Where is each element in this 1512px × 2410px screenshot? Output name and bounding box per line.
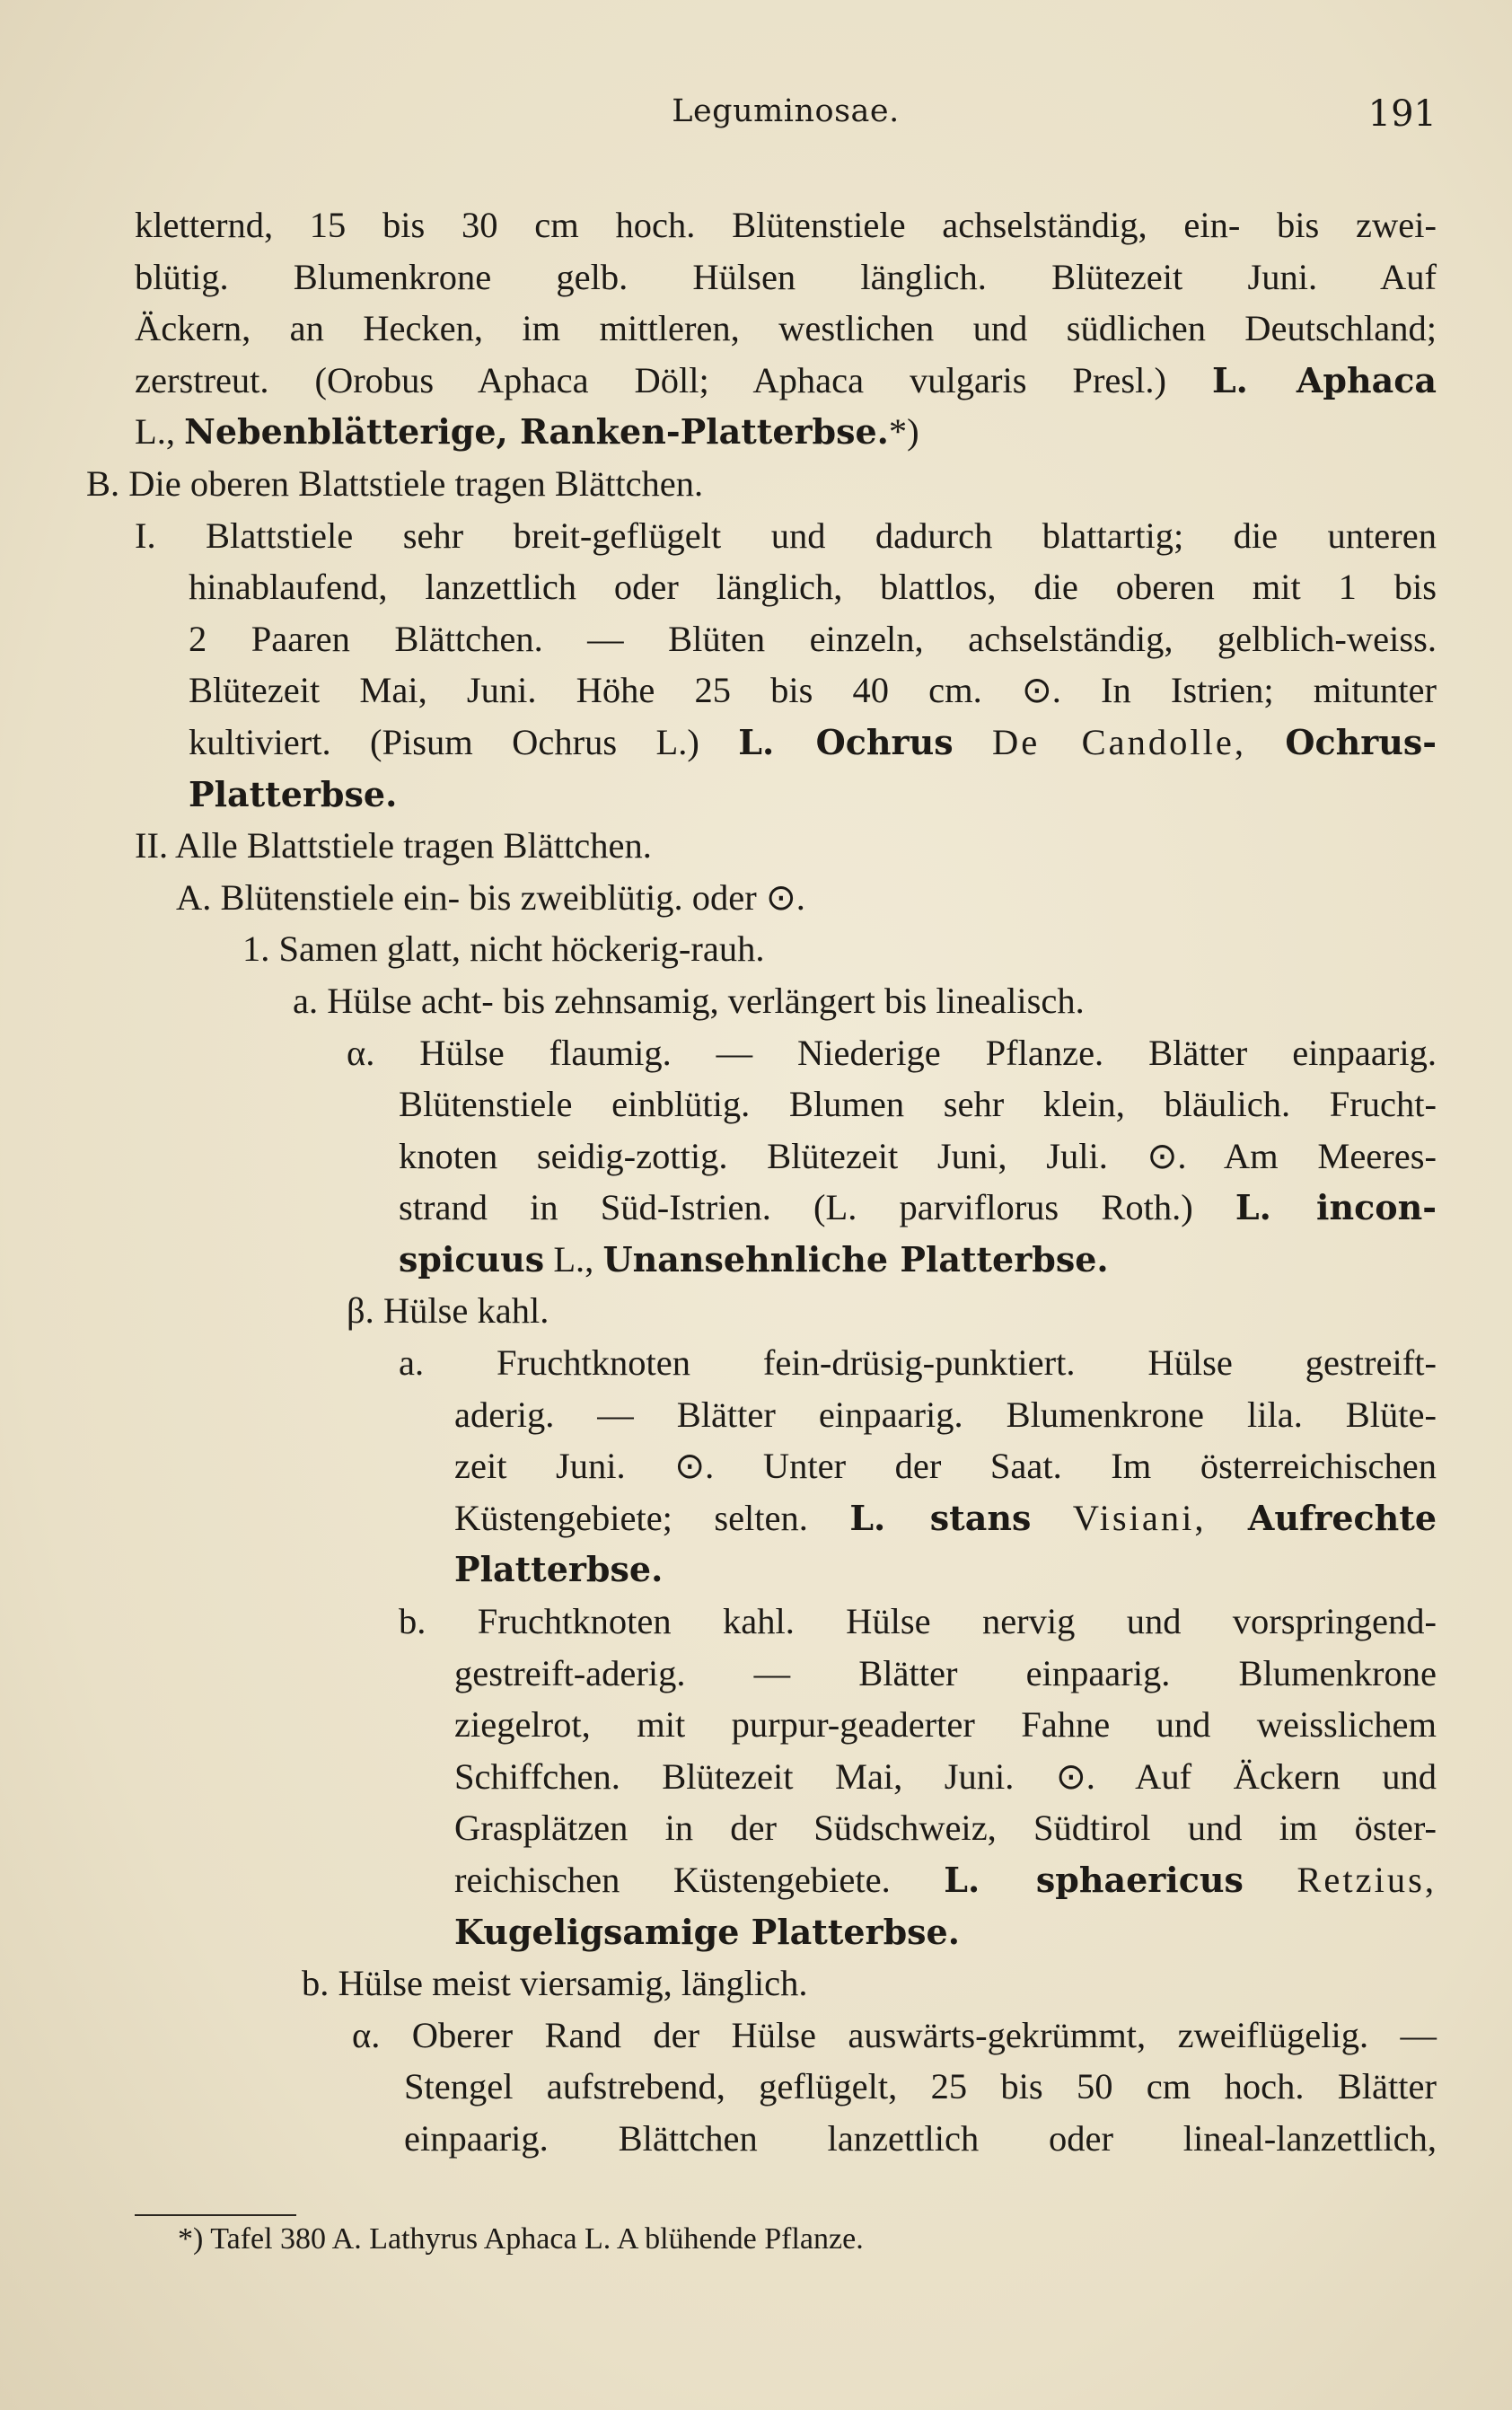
text-line: α. Oberer Rand der Hülse auswärts-gekrümmt, zweiflügelig. —	[352, 2014, 1437, 2055]
species-name: L. Ochrus	[738, 721, 954, 762]
text-line: Stengel aufstrebend, geflügelt, 25 bis 50 cm hoch. Blätter	[404, 2066, 1437, 2107]
author-name: De Candolle,	[992, 721, 1246, 762]
running-title: Leguminosae.	[672, 93, 900, 129]
footnote-rule	[135, 2214, 296, 2216]
text-line: b. Fruchtknoten kahl. Hülse nervig und vorspringend-	[399, 1601, 1437, 1642]
text-line: β. Hülse kahl.	[347, 1290, 549, 1332]
common-name: Aufrechte	[1247, 1497, 1437, 1538]
heading-a	[176, 872, 1437, 924]
author-name: Retzius,	[1297, 1860, 1437, 1900]
text-line: blütig. Blumenkrone gelb. Hülsen länglich. Blütezeit Juni. Auf	[135, 256, 1437, 297]
section-alpha	[0, 1027, 1512, 1286]
heading-b-ii	[135, 820, 1437, 872]
text-line	[454, 1492, 1437, 1544]
text-run: strand in Süd-Istrien. (L. parviflorus Roth.)	[399, 1187, 1193, 1228]
text-line: zeit Juni. ⊙. Unter der Saat. Im österreichischen	[454, 1446, 1437, 1487]
text-line: a. Hülse acht- bis zehnsamig, verlängert bis linealisch.	[293, 980, 1085, 1021]
text-line: Blütenstiele einblütig. Blumen sehr klein, bläulich. Frucht-	[399, 1084, 1437, 1125]
species-name: L. sphaericus	[944, 1860, 1244, 1900]
section-b-i	[0, 510, 1512, 821]
text-line: gestreift-aderig. — Blätter einpaarig. Blumenkrone	[454, 1652, 1437, 1693]
text-line: aderig. — Blätter einpaarig. Blumenkrone lila. Blüte-	[454, 1394, 1437, 1435]
text-line	[399, 1182, 1437, 1234]
heading-1	[242, 923, 1437, 975]
footnote-mark: *)	[888, 411, 919, 453]
author-name: Visiani,	[1072, 1497, 1207, 1538]
text-line	[135, 355, 1437, 407]
text-line: kletternd, 15 bis 30 cm hoch. Blütenstiele achselständig, ein- bis zwei-	[135, 205, 1437, 245]
text-line: einpaarig. Blättchen lanzettlich oder lineal-lanzettlich,	[404, 2117, 1437, 2159]
text-line: B. Die oberen Blattstiele tragen Blättchen.	[86, 462, 704, 504]
text-run: zerstreut. (Orobus Aphaca Döll; Aphaca vulgaris Presl.)	[135, 359, 1167, 400]
text-line: Platterbse.	[454, 1549, 664, 1590]
heading-b-lower	[302, 1957, 1437, 2010]
page-header	[135, 93, 1437, 138]
heading-b	[86, 458, 1437, 510]
common-name: Ochrus-	[1285, 721, 1437, 762]
text-line: I. Blattstiele sehr breit-geflügelt und dadurch blattartig; die unteren	[135, 515, 1437, 556]
species-name: L. incon-	[1235, 1187, 1437, 1228]
common-name: Unansehnliche Platterbse.	[602, 1238, 1109, 1280]
section-beta-a	[0, 1337, 1512, 1596]
heading-a-lower	[293, 975, 1437, 1027]
text-line: hinablaufend, lanzettlich oder länglich, blattlos, die oberen mit 1 bis	[189, 567, 1437, 608]
text-line: Schiffchen. Blütezeit Mai, Juni. ⊙. Auf Äckern und	[454, 1755, 1437, 1797]
main-text	[0, 199, 1512, 2165]
species-name: L. Aphaca	[1211, 359, 1437, 400]
text-line	[189, 717, 1437, 769]
text-line: Platterbse.	[189, 773, 398, 814]
species-name: spicuus	[399, 1238, 545, 1280]
text-line: knoten seidig-zottig. Blütezeit Juni, Juli. ⊙. Am Meeres-	[399, 1135, 1437, 1176]
text-line	[399, 1234, 1437, 1286]
text-line: ziegelrot, mit purpur-geaderter Fahne und weisslichem	[454, 1704, 1437, 1746]
text-line: b. Hülse meist viersamig, länglich.	[302, 1963, 808, 2004]
text-line	[454, 1854, 1437, 1906]
text-line: A. Blütenstiele ein- bis zweiblütig. oder ⊙.	[176, 876, 805, 918]
text-run: L.,	[553, 1238, 594, 1280]
page-number: 191	[1367, 93, 1437, 135]
footnote: *) Tafel 380 A. Lathyrus Aphaca L. A blühende Pflanze.	[178, 2222, 864, 2256]
text-line: Kugeligsamige Platterbse.	[454, 1911, 960, 1952]
section-beta-b	[0, 1596, 1512, 1957]
text-line: 1. Samen glatt, nicht höckerig-rauh.	[242, 928, 765, 970]
text-run: kultiviert. (Pisum Ochrus L.)	[189, 721, 699, 762]
text-run: L.,	[135, 411, 175, 453]
section-alpha-2	[0, 2010, 1512, 2165]
text-run: Küstengebiete; selten.	[454, 1497, 808, 1538]
heading-beta	[347, 1285, 1437, 1337]
text-line: Blütezeit Mai, Juni. Höhe 25 bis 40 cm. ⊙. In Istrien; mitunter	[189, 670, 1437, 711]
common-name: Nebenblätterige, Ranken-Platterbse.	[184, 411, 889, 453]
species-name: L. stans	[849, 1497, 1032, 1538]
text-line: α. Hülse flaumig. — Niederige Pflanze. Blätter einpaarig.	[347, 1032, 1437, 1073]
text-line: II. Alle Blattstiele tragen Blättchen.	[135, 825, 652, 866]
text-line: a. Fruchtknoten fein-drüsig-punktiert. Hülse gestreift-	[399, 1342, 1437, 1384]
paragraph-aphaca-continued	[135, 199, 1437, 458]
text-line: Grasplätzen in der Südschweiz, Südtirol und im öster-	[454, 1808, 1437, 1849]
text-line: Äckern, an Hecken, im mittleren, westlichen und südlichen Deutschland;	[135, 308, 1437, 349]
text-line: 2 Paaren Blättchen. — Blüten einzeln, achselständig, gelblich-weiss.	[189, 618, 1437, 659]
text-line	[135, 406, 1437, 458]
text-run: reichischen Küstengebiete.	[454, 1860, 891, 1900]
